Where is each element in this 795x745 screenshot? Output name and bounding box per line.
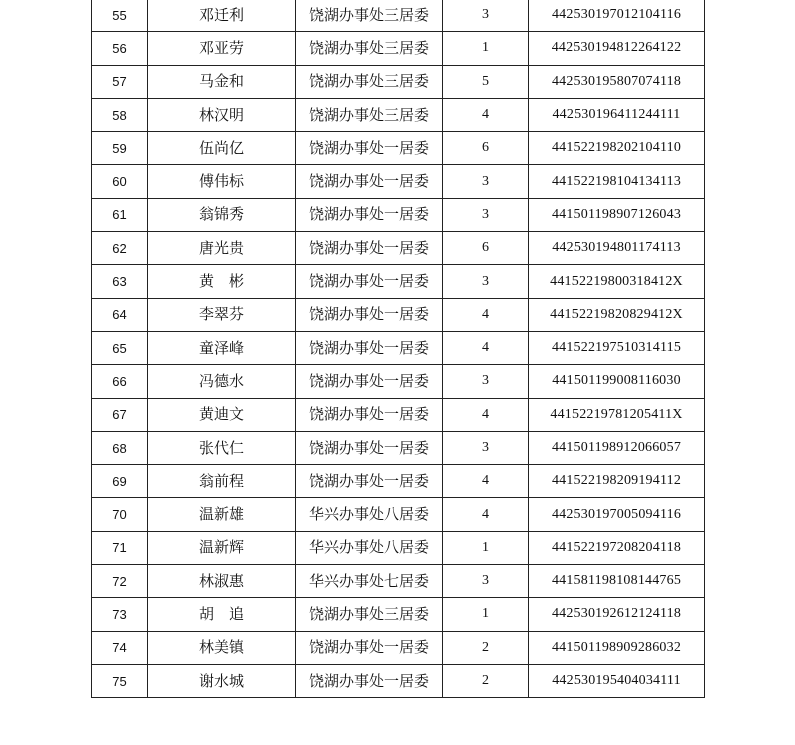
id-number-cell: 44152219820829412X [529,298,705,331]
table-row [92,198,705,231]
id-number-cell: 441581198108144765 [529,565,705,598]
row-number-cell: 71 [92,531,148,564]
row-number-cell: 57 [92,65,148,98]
person-name-cell: 翁前程 [148,465,296,498]
table-row [92,598,705,631]
residence-unit-cell: 饶湖办事处一居委 [296,398,443,431]
row-number-cell: 56 [92,32,148,65]
household-count-cell: 4 [443,465,529,498]
roster-table [91,0,705,698]
household-count-cell: 3 [443,365,529,398]
row-number-cell: 67 [92,398,148,431]
id-number-cell: 441522197208204118 [529,531,705,564]
person-name-cell: 温新辉 [148,531,296,564]
person-name-cell: 胡 追 [148,598,296,631]
table-row [92,465,705,498]
id-number-cell: 442530195807074118 [529,65,705,98]
row-number-cell: 65 [92,331,148,364]
table-row [92,98,705,131]
table-row [92,65,705,98]
table-row [92,132,705,165]
row-number-cell: 61 [92,198,148,231]
table-row [92,232,705,265]
household-count-cell: 3 [443,165,529,198]
row-number-cell: 66 [92,365,148,398]
table-row [92,398,705,431]
person-name-cell: 黄 彬 [148,265,296,298]
id-number-cell: 441522198104134113 [529,165,705,198]
residence-unit-cell: 饶湖办事处三居委 [296,65,443,98]
table-row [92,0,705,32]
row-number-cell: 75 [92,664,148,697]
residence-unit-cell: 饶湖办事处一居委 [296,232,443,265]
person-name-cell: 邓亚劳 [148,32,296,65]
row-number-cell: 62 [92,232,148,265]
person-name-cell: 温新雄 [148,498,296,531]
table-row [92,498,705,531]
person-name-cell: 童泽峰 [148,331,296,364]
household-count-cell: 4 [443,331,529,364]
residence-unit-cell: 饶湖办事处一居委 [296,631,443,664]
table-row [92,365,705,398]
id-number-cell: 442530194801174113 [529,232,705,265]
id-number-cell: 44152219781205411X [529,398,705,431]
table-row [92,631,705,664]
table-row [92,331,705,364]
residence-unit-cell: 华兴办事处八居委 [296,531,443,564]
row-number-cell: 69 [92,465,148,498]
residence-unit-cell: 华兴办事处八居委 [296,498,443,531]
person-name-cell: 傅伟标 [148,165,296,198]
household-count-cell: 3 [443,198,529,231]
residence-unit-cell: 饶湖办事处一居委 [296,298,443,331]
row-number-cell: 68 [92,431,148,464]
row-number-cell: 55 [92,0,148,32]
residence-unit-cell: 饶湖办事处三居委 [296,598,443,631]
residence-unit-cell: 饶湖办事处一居委 [296,431,443,464]
person-name-cell: 邓迁利 [148,0,296,32]
household-count-cell: 6 [443,132,529,165]
residence-unit-cell: 饶湖办事处一居委 [296,132,443,165]
household-count-cell: 3 [443,431,529,464]
id-number-cell: 442530192612124118 [529,598,705,631]
household-count-cell: 3 [443,0,529,32]
residence-unit-cell: 饶湖办事处一居委 [296,465,443,498]
person-name-cell: 林汉明 [148,98,296,131]
residence-unit-cell: 饶湖办事处一居委 [296,165,443,198]
person-name-cell: 黄迪文 [148,398,296,431]
person-name-cell: 马金和 [148,65,296,98]
household-count-cell: 4 [443,498,529,531]
id-number-cell: 442530197005094116 [529,498,705,531]
table-row [92,265,705,298]
household-count-cell: 4 [443,398,529,431]
residence-unit-cell: 饶湖办事处三居委 [296,98,443,131]
id-number-cell: 441501198912066057 [529,431,705,464]
row-number-cell: 58 [92,98,148,131]
person-name-cell: 林淑惠 [148,565,296,598]
residence-unit-cell: 饶湖办事处一居委 [296,365,443,398]
household-count-cell: 4 [443,298,529,331]
row-number-cell: 59 [92,132,148,165]
household-count-cell: 5 [443,65,529,98]
residence-unit-cell: 饶湖办事处三居委 [296,32,443,65]
household-count-cell: 6 [443,232,529,265]
roster-table-body [92,0,705,698]
id-number-cell: 442530197012104116 [529,0,705,32]
row-number-cell: 63 [92,265,148,298]
table-row [92,565,705,598]
residence-unit-cell: 饶湖办事处一居委 [296,331,443,364]
household-count-cell: 1 [443,598,529,631]
residence-unit-cell: 饶湖办事处一居委 [296,664,443,697]
id-number-cell: 441501198909286032 [529,631,705,664]
id-number-cell: 44152219800318412X [529,265,705,298]
table-row [92,531,705,564]
row-number-cell: 70 [92,498,148,531]
household-count-cell: 2 [443,631,529,664]
id-number-cell: 442530196411244111 [529,98,705,131]
household-count-cell: 3 [443,265,529,298]
table-row [92,165,705,198]
table-row [92,431,705,464]
person-name-cell: 唐光贵 [148,232,296,265]
person-name-cell: 翁锦秀 [148,198,296,231]
household-count-cell: 1 [443,32,529,65]
person-name-cell: 谢水城 [148,664,296,697]
id-number-cell: 441522198202104110 [529,132,705,165]
table-row [92,664,705,697]
row-number-cell: 74 [92,631,148,664]
id-number-cell: 441501199008116030 [529,365,705,398]
row-number-cell: 73 [92,598,148,631]
person-name-cell: 冯德水 [148,365,296,398]
row-number-cell: 60 [92,165,148,198]
person-name-cell: 李翠芬 [148,298,296,331]
residence-unit-cell: 饶湖办事处三居委 [296,0,443,32]
household-count-cell: 4 [443,98,529,131]
person-name-cell: 张代仁 [148,431,296,464]
table-row [92,298,705,331]
id-number-cell: 441522197510314115 [529,331,705,364]
household-count-cell: 2 [443,664,529,697]
table-row [92,32,705,65]
residence-unit-cell: 饶湖办事处一居委 [296,198,443,231]
id-number-cell: 441522198209194112 [529,465,705,498]
id-number-cell: 441501198907126043 [529,198,705,231]
row-number-cell: 64 [92,298,148,331]
residence-unit-cell: 饶湖办事处一居委 [296,265,443,298]
residence-unit-cell: 华兴办事处七居委 [296,565,443,598]
household-count-cell: 1 [443,531,529,564]
row-number-cell: 72 [92,565,148,598]
id-number-cell: 442530194812264122 [529,32,705,65]
person-name-cell: 伍尚亿 [148,132,296,165]
household-count-cell: 3 [443,565,529,598]
id-number-cell: 442530195404034111 [529,664,705,697]
person-name-cell: 林美镇 [148,631,296,664]
